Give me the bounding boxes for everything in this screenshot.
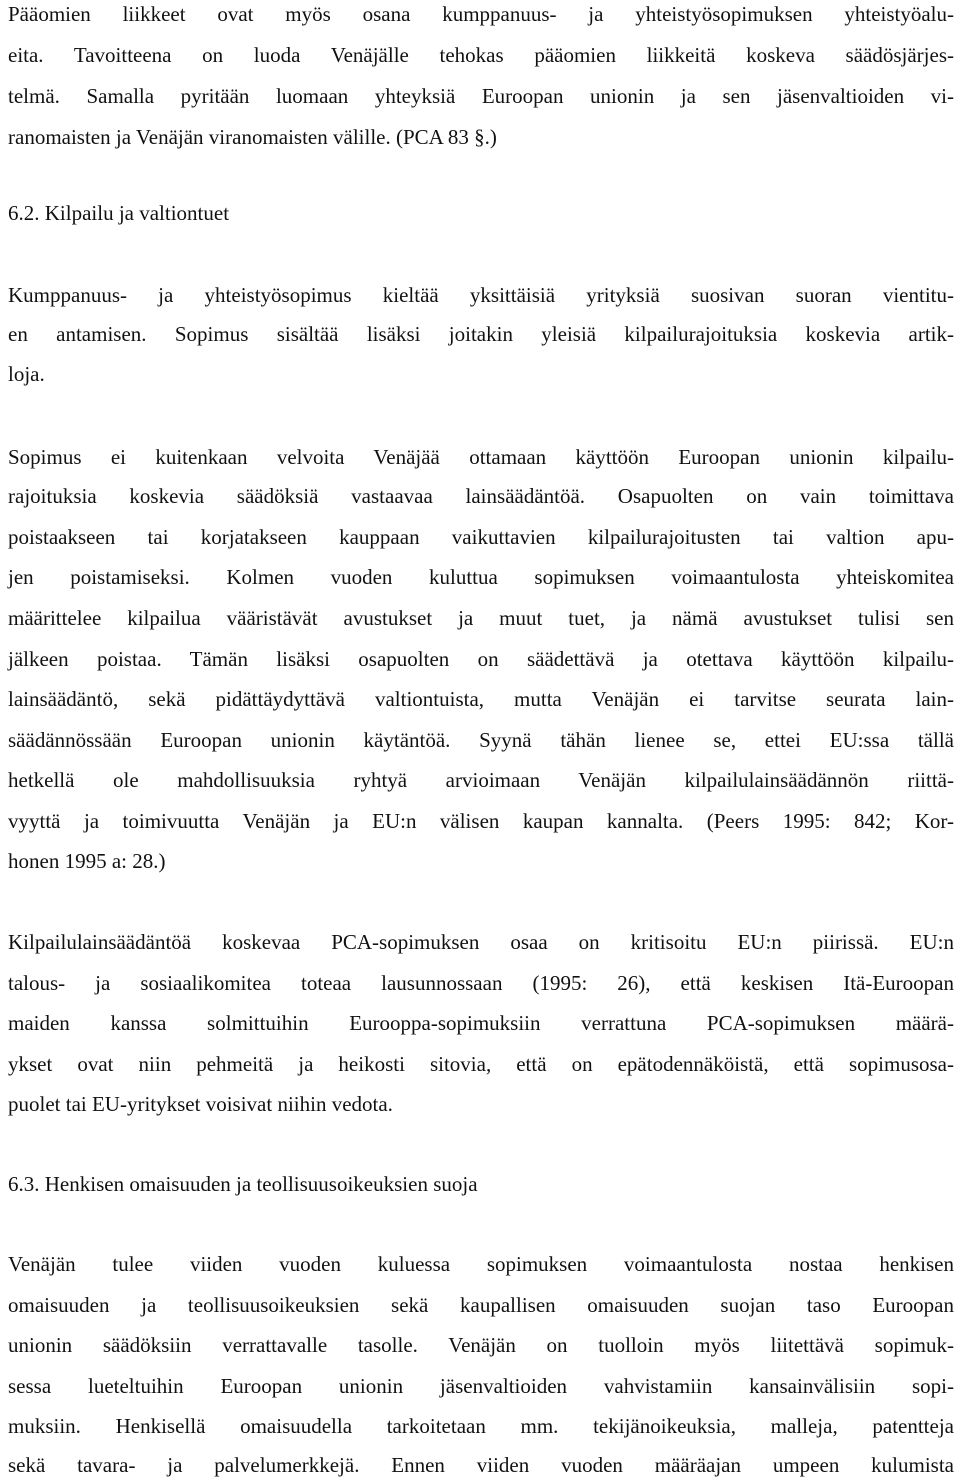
text-line: sessa lueteltuihin Euroopan unionin jäsenvaltioiden vahvistamiin kansainvälisiin sopi- <box>8 1374 954 1398</box>
text-line: jälkeen poistaa. Tämän lisäksi osapuolten on säädettävä ja otettava käyttöön kilpailu- <box>8 647 954 671</box>
text-line: vyyttä ja toimivuutta Venäjän ja EU:n välisen kaupan kannalta. (Peers 1995: 842; Kor- <box>8 809 954 833</box>
text-line: honen 1995 a: 28.) <box>8 849 166 873</box>
text-line: säädännössään Euroopan unionin käytäntöä. Syynä tähän lienee se, ettei EU:ssa tällä <box>8 728 954 752</box>
text-line: rajoituksia koskevia säädöksiä vastaavaa lainsäädäntöä. Osapuolten on vain toimittava <box>8 484 954 508</box>
text-line: unionin säädöksiin verrattavalle tasolle. Venäjän on tuolloin myös liitettävä sopimuk- <box>8 1333 954 1357</box>
text-line: en antamisen. Sopimus sisältää lisäksi joitakin yleisiä kilpailurajoituksia koskevia artik- <box>8 322 954 346</box>
text-line: määrittelee kilpailua vääristävät avustukset ja muut tuet, ja nämä avustukset tulisi sen <box>8 606 954 630</box>
text-line: Kumppanuus- ja yhteistyösopimus kieltää yksittäisiä yrityksiä suosivan suoran vientitu- <box>8 283 954 307</box>
section-heading: 6.2. Kilpailu ja valtiontuet <box>8 201 230 225</box>
text-line: telmä. Samalla pyritään luomaan yhteyksiä Euroopan unionin ja sen jäsenvaltioiden vi- <box>8 84 954 108</box>
text-line: talous- ja sosiaalikomitea toteaa lausunnossaan (1995: 26), että keskisen Itä-Euroopan <box>8 971 954 995</box>
text-line: omaisuuden ja teollisuusoikeuksien sekä kaupallisen omaisuuden suojan taso Euroopan <box>8 1293 954 1317</box>
text-line: eita. Tavoitteena on luoda Venäjälle tehokas pääomien liikkeitä koskeva säädösjärjes- <box>8 43 954 67</box>
text-line: Sopimus ei kuitenkaan velvoita Venäjää ottamaan käyttöön Euroopan unionin kilpailu- <box>8 445 954 469</box>
text-line: muksiin. Henkisellä omaisuudella tarkoitetaan mm. tekijänoikeuksia, malleja, patentteja <box>8 1414 954 1438</box>
text-line: maiden kanssa solmittuihin Eurooppa-sopimuksiin verrattuna PCA-sopimuksen määrä- <box>8 1011 954 1035</box>
text-line: Venäjän tulee viiden vuoden kuluessa sopimuksen voimaantulosta nostaa henkisen <box>8 1252 954 1276</box>
text-line: ranomaisten ja Venäjän viranomaisten välille. (PCA 83 §.) <box>8 125 497 149</box>
text-line: Kilpailulainsäädäntöä koskevaa PCA-sopimuksen osaa on kritisoitu EU:n piirissä. EU:n <box>8 930 954 954</box>
text-line: poistaakseen tai korjatakseen kauppaan vaikuttavien kilpailurajoitusten tai valtion apu- <box>8 525 954 549</box>
text-line: loja. <box>8 362 45 386</box>
text-line: hetkellä ole mahdollisuuksia ryhtyä arvioimaan Venäjän kilpailulainsäädännön riittä- <box>8 768 954 792</box>
text-line: jen poistamiseksi. Kolmen vuoden kuluttua sopimuksen voimaantulosta yhteiskomitea <box>8 565 954 589</box>
text-line: lainsäädäntö, sekä pidättäydyttävä valtiontuista, mutta Venäjän ei tarvitse seurata lain- <box>8 687 954 711</box>
text-line: Pääomien liikkeet ovat myös osana kumppanuus- ja yhteistyösopimuksen yhteistyöalu- <box>8 2 954 26</box>
text-line: puolet tai EU-yritykset voisivat niihin vedota. <box>8 1092 393 1116</box>
text-line: ykset ovat niin pehmeitä ja heikosti sitovia, että on epätodennäköistä, että sopimusosa- <box>8 1052 954 1076</box>
section-heading: 6.3. Henkisen omaisuuden ja teollisuusoikeuksien suoja <box>8 1172 478 1196</box>
text-line: sekä tavara- ja palvelumerkkejä. Ennen viiden vuoden määräajan umpeen kulumista <box>8 1453 954 1477</box>
